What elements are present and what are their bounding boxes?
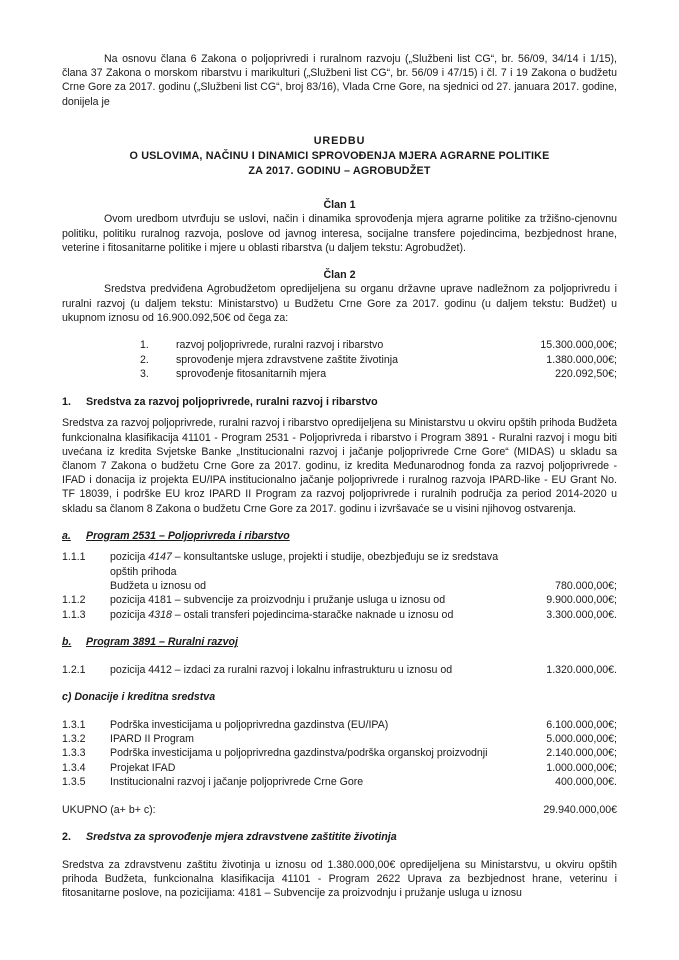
position-code: 1.3.2 — [62, 733, 86, 746]
subsection-c-heading: c) Donacije i kreditna sredstva — [62, 691, 216, 704]
total-label: UKUPNO (a+ b+ c): — [62, 803, 156, 816]
allocation-amount: 15.300.000,00€; — [540, 339, 617, 352]
total-row — [62, 803, 617, 817]
position-code: 1.1.3 — [62, 608, 86, 621]
position-code: 1.3.4 — [62, 761, 86, 774]
position-row — [62, 593, 617, 607]
position-amount: 3.300.000,00€. — [546, 608, 617, 621]
title-line-uredbu: UREDBU — [313, 134, 366, 147]
allocation-list — [62, 338, 617, 382]
subsection-b-rows — [62, 663, 617, 677]
position-code-inline: 4318 — [148, 608, 172, 621]
position-description — [110, 608, 527, 622]
position-desc-post: – konsultantske usluge, projekti i studije, obezbjeđuju se iz sredstava opštih prihoda — [110, 551, 499, 578]
allocation-item-3 — [62, 367, 617, 382]
article-2-heading: Član 2 — [323, 268, 356, 281]
intro-paragraph: Na osnovu člana 6 Zakona o poljoprivredi i ruralnom razvoju („Službeni list CG“, br. 56/09, 34/14 i 1/15), člana 37 Zakona o morskom ribarstvu i marikulturi („Službeni list CG“, br. 56/09 i 47/15) i čl. 7 i 19 Zakona o budžetu Crne Gore za 2017. godinu („Službeni list CG“, broj 83/16), Vlada Crne Gore, na sjednici od 27. januara 2017. godine, donijela je — [62, 53, 617, 108]
position-description: Institucionalni razvoj i jačanje poljoprivrede Crne Gore — [110, 776, 364, 789]
document-title-block — [62, 134, 617, 179]
position-code: 1.1.1 — [62, 551, 86, 564]
position-amount: 1.000.000,00€; — [546, 761, 617, 774]
position-row — [62, 718, 617, 732]
position-desc-pre: pozicija — [110, 608, 149, 621]
position-row — [62, 775, 617, 789]
position-description — [110, 593, 527, 607]
subsection-b-heading — [62, 635, 617, 650]
position-description-continued: Budžeta u iznosu od — [110, 580, 207, 593]
position-code: 1.3.5 — [62, 776, 86, 789]
position-code: 1.3.3 — [62, 747, 86, 760]
position-row-continuation — [62, 579, 617, 593]
section-1-title: Sredstva za razvoj poljoprivrede, ruralni razvoj i ribarstvo — [86, 395, 378, 408]
position-desc-post: – ostali transferi pojedincima-staračke naknade u iznosu od — [171, 608, 454, 621]
allocation-item-2 — [62, 353, 617, 368]
subsection-a-letter: a. — [62, 529, 71, 542]
position-amount — [527, 550, 617, 579]
section-1-heading — [62, 395, 617, 410]
section-1-body: Sredstva za razvoj poljoprivrede, ruralni razvoj i ribarstvo opredijeljena su Ministarstvu u okviru opštih prihoda Budžeta funkcionalna klasifikacija 41101 - Program 2531 - Poljoprivreda i ribarstvo i Program 3891 - Ruralni razvoj i mogu biti uvećana iz kredita Svjetske Banke „Institucionalni razvoj i jačanje poljoprivrede Crne Gore“ (MIDAS) u skladu sa članom 7 Zakona o budžetu Crne Gore za 2017. godinu, iz kredita Međunarodnog fonda za razvoj poljoprivrede - IFAD i donacija iz projekta EU/IPA institucionalno jačanje poljoprivrede i ruralnog razvoja IPARD-like - EU Grant No. TF 18039, i podrške EU kroz IPARD II Program za razvoj poljoprivrede i ruralnih područja za period 2014-2020 u skladu sa članom 8 Zakona o budžetu Crne Gore za 2017. godinu i izvršavaće se u visini njihovog ostvarenja. — [62, 417, 617, 515]
position-amount: 2.140.000,00€; — [546, 747, 617, 760]
position-description: Projekat IFAD — [110, 761, 176, 774]
position-amount: 5.000.000,00€; — [546, 733, 617, 746]
document-body — [62, 52, 617, 900]
position-row — [62, 550, 617, 579]
subsection-a-heading — [62, 529, 617, 544]
section-2-heading — [62, 830, 617, 845]
position-code-inline: 4147 — [148, 551, 172, 564]
subsection-c-rows — [62, 718, 617, 790]
position-code-blank — [62, 579, 110, 593]
title-line-year: ZA 2017. GODINU – AGROBUDŽET — [248, 164, 431, 177]
allocation-label: sprovođenje mjera zdravstvene zaštite životinja — [176, 353, 398, 366]
article-2-body: Sredstva predviđena Agrobudžetom opredijeljena su organu državne uprave nadležnom za poljoprivredu i ruralni razvoj (u daljem tekstu: Ministarstvo) u Budžetu Crne Gore za 2017. godinu (u daljem tekstu: Budžet) u ukupnom iznosu od 16.900.092,50€ od čega za: — [62, 283, 617, 324]
title-line-subject: O USLOVIMA, NAČINU I DINAMICI SPROVOĐENJA MJERA AGRARNE POLITIKE — [129, 149, 550, 162]
position-code: 1.3.1 — [62, 718, 86, 731]
position-description: IPARD II Program — [110, 733, 194, 746]
article-1-body: Ovom uredbom utvrđuju se uslovi, način i dinamika sprovođenja mjera agrarne politike za tržišno-cjenovnu politiku, politiku ruralnog razvoja, poslove od javnog interesa, socijalne transfere pojedincima, bezbjednost hrane, veterine i fitosanitarne politike i mjere u oblasti ribarstva (u daljem tekstu: Agrobudžet). — [62, 213, 617, 254]
section-2-title: Sredstva za sprovođenje mjera zdravstvene zaštitite životinja — [86, 831, 397, 844]
position-code: 1.1.2 — [62, 594, 86, 607]
position-amount: 9.900.000,00€; — [546, 594, 617, 607]
subsection-b-letter: b. — [62, 636, 72, 649]
allocation-number: 2. — [140, 353, 149, 366]
allocation-item-1 — [62, 338, 617, 353]
section-1-number: 1. — [62, 395, 71, 408]
position-desc-pre: pozicija — [110, 551, 149, 564]
allocation-label: razvoj poljoprivrede, ruralni razvoj i ribarstvo — [176, 339, 384, 352]
position-description — [110, 550, 527, 579]
position-row — [62, 732, 617, 746]
allocation-number: 1. — [140, 339, 149, 352]
position-description: Podrška investicijama u poljoprivredna gazdinstva/podrška organskoj proizvodnji — [110, 747, 488, 760]
position-amount: 780.000,00€; — [555, 580, 617, 593]
article-1-heading: Član 1 — [323, 198, 356, 211]
allocation-amount: 1.380.000,00€; — [546, 353, 617, 366]
position-amount: 1.320.000,00€. — [546, 663, 617, 676]
allocation-number: 3. — [140, 368, 149, 381]
subsection-a-title: Program 2531 – Poljoprivreda i ribarstvo — [86, 529, 290, 542]
subsection-b-title: Program 3891 – Ruralni razvoj — [86, 636, 238, 649]
position-desc-pre: pozicija 4412 – izdaci za ruralni razvoj i lokalnu infrastrukturu u iznosu od — [110, 663, 453, 676]
position-desc-pre: pozicija 4181 – subvencije za proizvodnju i pružanje usluga u iznosu od — [110, 594, 446, 607]
position-amount: 400.000,00€. — [555, 776, 617, 789]
subsection-a-rows — [62, 550, 617, 622]
position-description — [110, 663, 527, 677]
total-amount: 29.940.000,00€ — [543, 803, 617, 816]
position-amount: 6.100.000,00€; — [546, 718, 617, 731]
position-row — [62, 608, 617, 622]
position-code: 1.2.1 — [62, 663, 86, 676]
position-row — [62, 746, 617, 760]
position-row — [62, 663, 617, 677]
position-row — [62, 761, 617, 775]
allocation-amount: 220.092,50€; — [555, 368, 617, 381]
section-2-body: Sredstva za zdravstvenu zaštitu životinja u iznosu od 1.380.000,00€ opredijeljena su Ministarstvu, u okviru opštih prihoda Budžeta, funkcionalna klasifikacija 41101 - Program 2622 Uprava za bezbjednost hrane, veterinu i fitosanitarne poslove, na pozicijiama: 4181 – Subvencije za proizvodnju i pružanje usluga u iznosu — [62, 858, 617, 900]
position-description: Podrška investicijama u poljoprivredna gazdinstva (EU/IPA) — [110, 718, 389, 731]
allocation-label: sprovođenje fitosanitarnih mjera — [176, 368, 327, 381]
section-2-number: 2. — [62, 831, 71, 844]
